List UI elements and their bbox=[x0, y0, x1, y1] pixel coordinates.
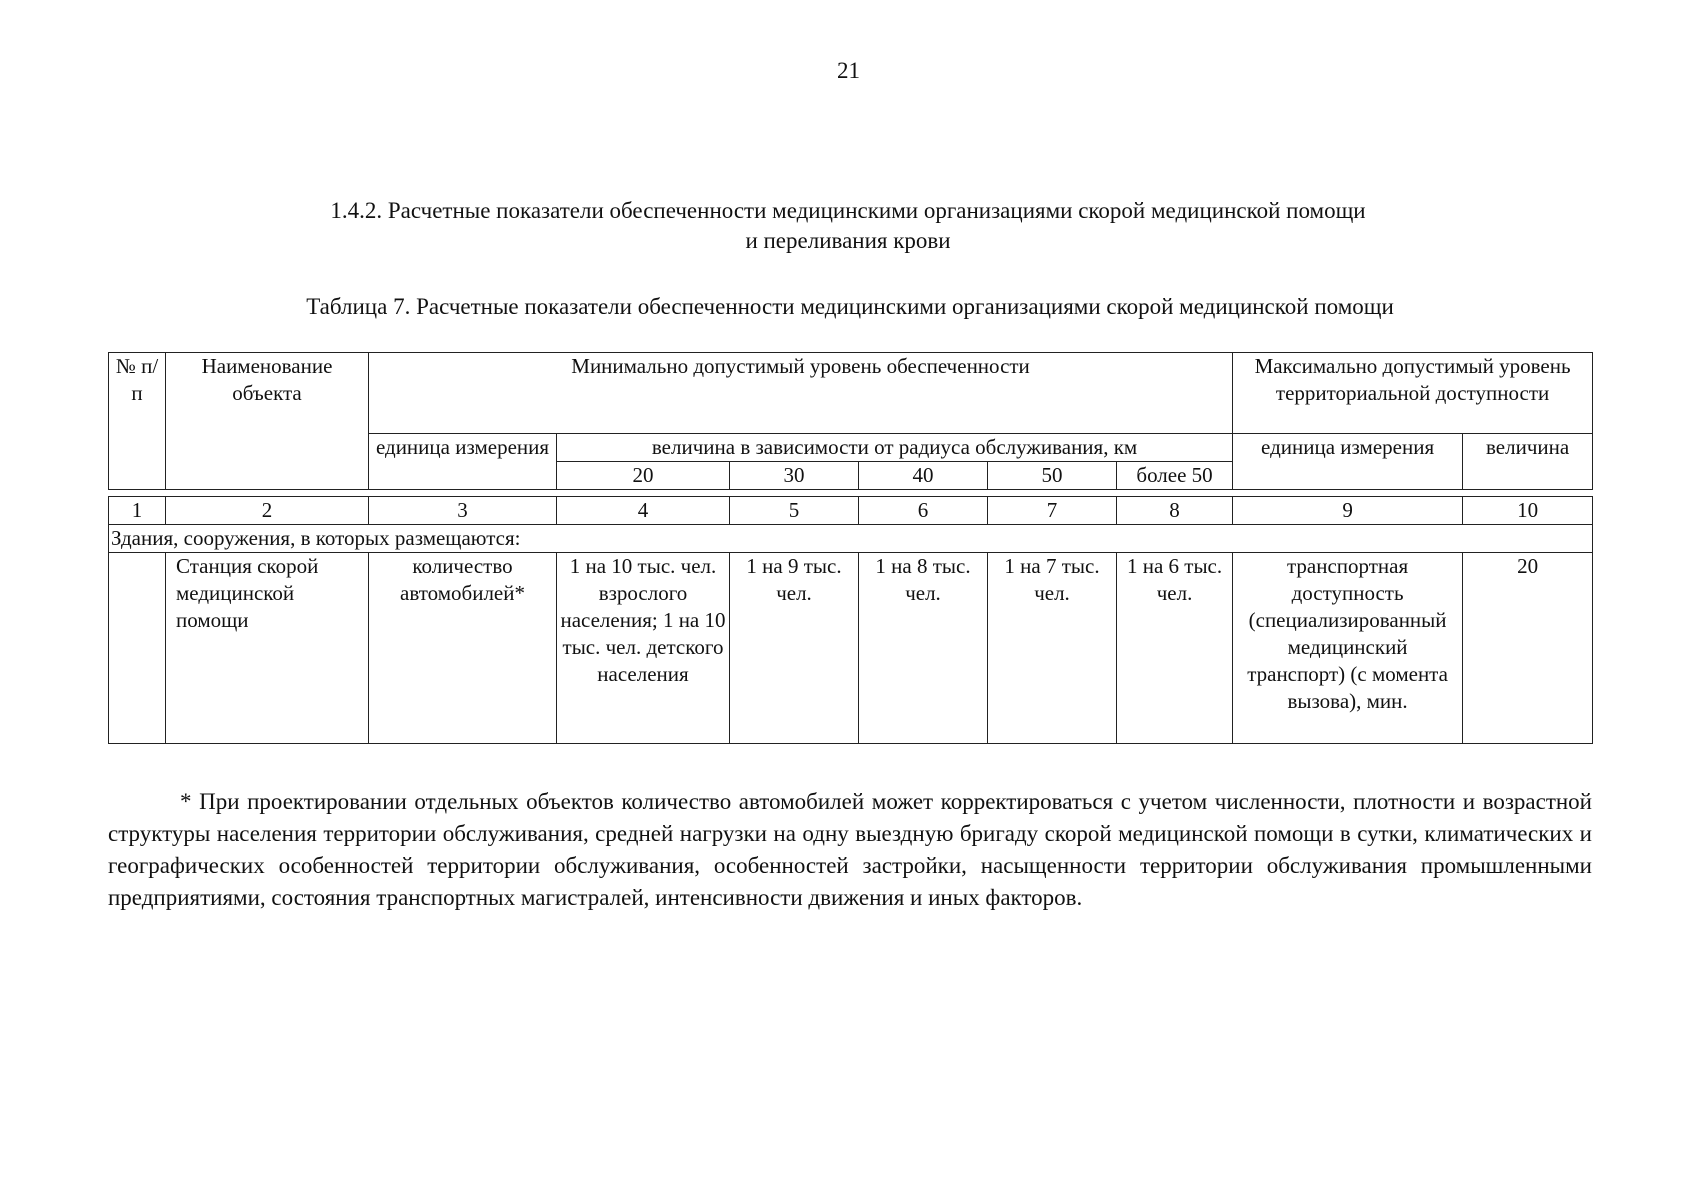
row-radius-50: 1 на 7 тыс. чел. bbox=[988, 553, 1117, 744]
page-number: 21 bbox=[837, 58, 860, 83]
header-name: Наименование объекта bbox=[166, 353, 369, 490]
column-number: 2 bbox=[166, 497, 369, 525]
header-radius-50: 50 bbox=[988, 462, 1117, 490]
row-name: Станция скорой медицинской помощи bbox=[166, 553, 369, 744]
row-num bbox=[109, 553, 166, 744]
header-radius-30: 30 bbox=[730, 462, 859, 490]
group-title: Здания, сооружения, в которых размещаются: bbox=[109, 525, 1593, 553]
table-row bbox=[109, 553, 1593, 744]
header-radius-20: 20 bbox=[557, 462, 730, 490]
header-gap bbox=[109, 490, 1593, 497]
header-num: № п/п bbox=[109, 353, 166, 490]
column-number: 9 bbox=[1233, 497, 1463, 525]
row-radius-50-plus: 1 на 6 тыс. чел. bbox=[1117, 553, 1233, 744]
gap-cell bbox=[109, 490, 1593, 497]
row-radius-20: 1 на 10 тыс. чел. взрослого населения; 1 на 10 тыс. чел. детского населения bbox=[557, 553, 730, 744]
section-title bbox=[160, 196, 1536, 256]
section-title-line-1: 1.4.2. Расчетные показатели обеспеченности медицинскими организациями скорой медицинской помощи bbox=[330, 198, 1366, 223]
provision-table bbox=[108, 352, 1593, 744]
column-number: 8 bbox=[1117, 497, 1233, 525]
header-max-level: Максимально допустимый уровень территориальной доступности bbox=[1233, 353, 1593, 434]
header-value-max: величина bbox=[1463, 434, 1593, 490]
column-number: 3 bbox=[369, 497, 557, 525]
column-number: 1 bbox=[109, 497, 166, 525]
row-unit: количество автомобилей* bbox=[369, 553, 557, 744]
column-number: 6 bbox=[859, 497, 988, 525]
row-value-max: 20 bbox=[1463, 553, 1593, 744]
footnote: * При проектировании отдельных объектов количество автомобилей может корректироваться с учетом численности, плотности и возрастной структуры населения территории обслуживания, средней нагрузки на одну выездную бригаду скорой медицинской помощи в сутки, климатических и географических особенностей территории обслуживания, особенностей застройки, насыщенности территории обслуживания промышленными предприятиями, состояния транспортных магистралей, интенсивности движения и иных факторов. bbox=[108, 789, 1592, 910]
group-row bbox=[109, 525, 1593, 553]
section-title-line-2: и переливания крови bbox=[745, 228, 951, 253]
header-unit: единица измерения bbox=[369, 434, 557, 490]
column-number: 7 bbox=[988, 497, 1117, 525]
header-min-level: Минимально допустимый уровень обеспеченности bbox=[369, 353, 1233, 434]
row-unit-max: транспортная доступность (специализированный медицинский транспорт) (с момента вызова), мин. bbox=[1233, 553, 1463, 744]
column-number: 4 bbox=[557, 497, 730, 525]
row-radius-40: 1 на 8 тыс. чел. bbox=[859, 553, 988, 744]
table-caption: Таблица 7. Расчетные показатели обеспеченности медицинскими организациями скорой медицинской помощи bbox=[306, 294, 1394, 319]
row-radius-30: 1 на 9 тыс. чел. bbox=[730, 553, 859, 744]
column-number: 5 bbox=[730, 497, 859, 525]
header-radius-50-plus: более 50 bbox=[1117, 462, 1233, 490]
column-number: 10 bbox=[1463, 497, 1593, 525]
header-value-by-radius: величина в зависимости от радиуса обслуживания, км bbox=[557, 434, 1233, 462]
column-number-row bbox=[109, 497, 1593, 525]
header-unit-max: единица измерения bbox=[1233, 434, 1463, 490]
header-row-1 bbox=[109, 353, 1593, 434]
header-radius-40: 40 bbox=[859, 462, 988, 490]
